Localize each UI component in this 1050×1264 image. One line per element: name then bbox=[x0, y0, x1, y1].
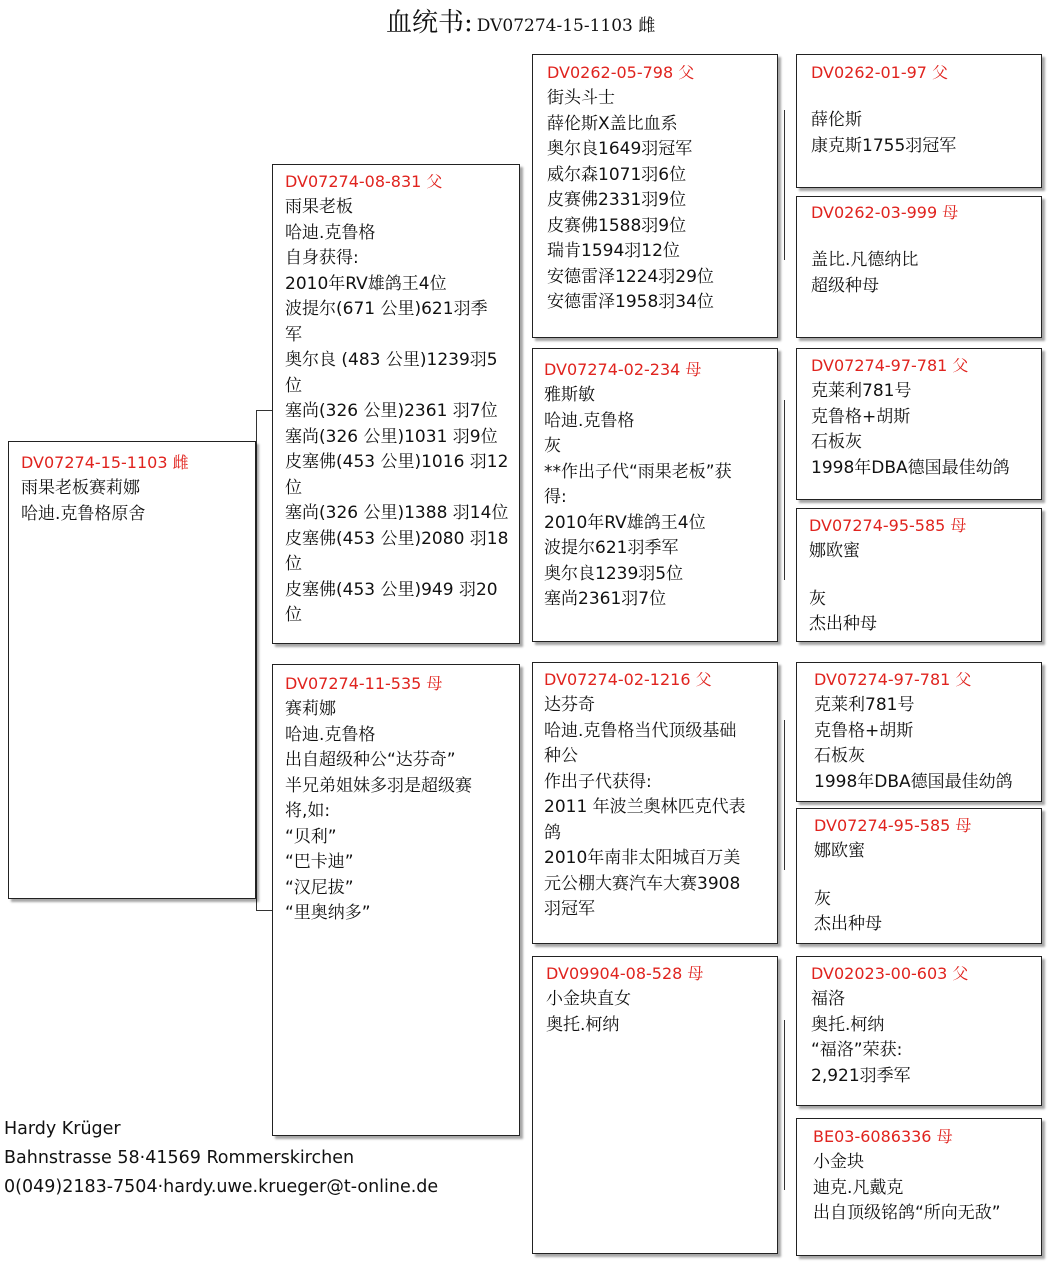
pedigree-line: 小金块 bbox=[813, 1152, 864, 1172]
gen4-card bbox=[796, 348, 1042, 500]
pedigree-line: 元公棚大赛汽车大赛3908 bbox=[544, 873, 741, 894]
pedigree-line: 街头斗士 bbox=[547, 88, 615, 108]
pedigree-line: “巴卡迪” bbox=[285, 852, 354, 872]
ring-number: DV0262-01-97 父 bbox=[811, 63, 949, 82]
pedigree-line: 塞尚(326 公里)1031 羽9位 bbox=[285, 426, 498, 447]
pedigree-line: 羽冠军 bbox=[544, 899, 595, 919]
pedigree-line: 娜欧蜜 bbox=[809, 541, 860, 561]
pedigree-line: 哈迪.克鲁格当代顶级基础 bbox=[544, 720, 737, 741]
pedigree-line: 2011 年波兰奥林匹克代表 bbox=[544, 797, 746, 817]
ring-number: DV07274-02-1216 父 bbox=[544, 670, 712, 689]
breeder-phone-email: 0(049)2183-7504·hardy.uwe.krueger@t-online.de bbox=[4, 1177, 439, 1197]
ring-number: DV07274-95-585 母 bbox=[814, 816, 972, 835]
pedigree-line bbox=[809, 565, 1033, 587]
pedigree-line: 2010年RV雄鸽王4位 bbox=[285, 273, 447, 294]
pedigree-line: 2010年RV雄鸽王4位 bbox=[544, 512, 706, 533]
dam-dam-card bbox=[532, 956, 778, 1254]
connector bbox=[784, 110, 785, 260]
pedigree-line: 小金块直女 bbox=[546, 989, 631, 1009]
pedigree-line: 灰 bbox=[814, 888, 831, 909]
pedigree-line: 达芬奇 bbox=[544, 695, 595, 715]
pedigree-line: “里奥纳多” bbox=[285, 903, 371, 923]
connector bbox=[256, 410, 257, 910]
pedigree-line: 哈迪.克鲁格 bbox=[544, 410, 635, 431]
pedigree-line: 克莱利781号 bbox=[814, 695, 915, 715]
pedigree-line: 皮赛佛1588羽9位 bbox=[547, 215, 687, 236]
pedigree-line: 石板灰 bbox=[814, 746, 865, 766]
pedigree-line: 位 bbox=[285, 375, 302, 396]
pedigree-line: 雨果老板赛莉娜 bbox=[21, 478, 140, 498]
pedigree-line: 位 bbox=[285, 605, 302, 625]
pedigree-line: 威尔森1071羽6位 bbox=[547, 164, 687, 185]
ring-number: DV07274-97-781 父 bbox=[814, 670, 972, 689]
dam-card bbox=[272, 664, 520, 1136]
pedigree-line: 哈迪.克鲁格 bbox=[285, 222, 376, 243]
pedigree-line: 灰 bbox=[809, 588, 826, 609]
pedigree-line: 塞尚(326 公里)1388 羽14位 bbox=[285, 503, 509, 523]
pedigree-line: 薛伦斯 bbox=[811, 110, 862, 130]
pedigree-line: 军 bbox=[285, 324, 302, 345]
pedigree-line: 灰 bbox=[544, 436, 561, 456]
pedigree-line: 雨果老板 bbox=[285, 197, 353, 217]
pedigree-line bbox=[811, 226, 1033, 248]
pedigree-line: 塞尚2361羽7位 bbox=[544, 589, 667, 609]
pedigree-line: 薛伦斯X盖比血系 bbox=[547, 113, 678, 134]
pedigree-line: 杰出种母 bbox=[809, 614, 877, 634]
title-label: 血统书: bbox=[386, 8, 473, 38]
ring-number: DV0262-03-999 母 bbox=[811, 203, 959, 222]
sire-dam-card bbox=[532, 348, 778, 642]
pedigree-line: 1998年DBA德国最佳幼鸽 bbox=[811, 457, 1010, 478]
pedigree-line: 奥托.柯纳 bbox=[811, 1014, 885, 1035]
pedigree-line: 杰出种母 bbox=[814, 914, 882, 934]
pedigree-line: 石板灰 bbox=[811, 432, 862, 452]
connector bbox=[256, 910, 272, 911]
subject-pigeon-card bbox=[8, 441, 256, 899]
pedigree-line: 康克斯1755羽冠军 bbox=[811, 135, 957, 156]
connector bbox=[784, 1020, 785, 1190]
breeder-name: Hardy Krüger bbox=[4, 1119, 121, 1139]
gen4-card bbox=[796, 662, 1042, 802]
ring-number: DV07274-11-535 母 bbox=[285, 674, 443, 693]
ring-number: DV07274-97-781 父 bbox=[811, 356, 969, 375]
pedigree-line: 娜欧蜜 bbox=[814, 841, 865, 861]
pedigree-line bbox=[814, 865, 1033, 887]
pedigree-line: 位 bbox=[285, 554, 302, 574]
ring-number: DV09904-08-528 母 bbox=[546, 964, 704, 983]
pedigree-line: 出自超级种公“达芬奇” bbox=[285, 750, 456, 770]
pedigree-line: 出自顶级铭鸽“所向无敌” bbox=[813, 1203, 1001, 1223]
pedigree-line: 雅斯敏 bbox=[544, 385, 595, 405]
title-ring-number: DV07274-15-1103 雌 bbox=[476, 16, 656, 36]
ring-number: DV0262-05-798 父 bbox=[547, 63, 695, 82]
ring-number: DV07274-02-234 母 bbox=[544, 360, 702, 379]
breeder-contact bbox=[4, 1115, 438, 1202]
ring-number: DV02023-00-603 父 bbox=[811, 964, 969, 983]
gen4-card bbox=[796, 956, 1042, 1106]
breeder-address: Bahnstrasse 58·41569 Rommerskirchen bbox=[4, 1148, 355, 1168]
gen4-card bbox=[796, 1118, 1042, 1256]
pedigree-line: 安德雷泽1224羽29位 bbox=[547, 266, 714, 287]
pedigree-line: 皮塞佛(453 公里)1016 羽12 bbox=[285, 452, 509, 472]
pedigree-line: “汉尼拔” bbox=[285, 877, 354, 898]
pedigree-line: 福洛 bbox=[811, 989, 845, 1009]
pedigree-line: 克莱利781号 bbox=[811, 381, 912, 401]
connector bbox=[784, 400, 785, 580]
pedigree-line: 皮赛佛2331羽9位 bbox=[547, 190, 687, 210]
pedigree-line: 克鲁格+胡斯 bbox=[811, 406, 911, 427]
pedigree-line: 半兄弟姐妹多羽是超级赛 bbox=[285, 775, 472, 796]
pedigree-line: 1998年DBA德国最佳幼鸽 bbox=[814, 771, 1013, 792]
pedigree-line: 赛莉娜 bbox=[285, 699, 336, 719]
sire-card bbox=[272, 164, 520, 644]
pedigree-line: 哈迪.克鲁格 bbox=[285, 724, 376, 745]
pedigree-line: 奥尔良1649羽冠军 bbox=[547, 139, 693, 159]
pedigree-line: 自身获得: bbox=[285, 248, 359, 268]
dam-sire-card bbox=[532, 662, 778, 944]
connector bbox=[256, 410, 272, 411]
pedigree-line: 皮塞佛(453 公里)2080 羽18 bbox=[285, 528, 509, 549]
pedigree-line: 瑞肯1594羽12位 bbox=[547, 241, 680, 261]
pedigree-line: 塞尚(326 公里)2361 羽7位 bbox=[285, 401, 498, 421]
pedigree-line: 作出子代获得: bbox=[544, 771, 652, 792]
ring-number: BE03-6086336 母 bbox=[813, 1127, 953, 1146]
pedigree-line: 奥尔良 (483 公里)1239羽5 bbox=[285, 350, 498, 370]
pedigree-line: 波提尔(671 公里)621羽季 bbox=[285, 299, 488, 319]
pedigree-line: 波提尔621羽季军 bbox=[544, 538, 679, 558]
sire-sire-card bbox=[532, 54, 778, 338]
pedigree-line: 2010年南非太阳城百万美 bbox=[544, 848, 741, 868]
pedigree-line: “贝利” bbox=[285, 826, 337, 847]
pedigree-line: 得: bbox=[544, 487, 567, 507]
gen4-card bbox=[796, 508, 1042, 642]
pedigree-line: 超级种母 bbox=[811, 275, 879, 296]
gen4-card bbox=[796, 54, 1042, 188]
pedigree-line: “福洛”荣获: bbox=[811, 1040, 903, 1060]
ring-number: DV07274-15-1103 雌 bbox=[21, 453, 189, 472]
pedigree-line: **作出子代“雨果老板”获 bbox=[544, 461, 732, 482]
pedigree-line: 位 bbox=[285, 477, 302, 498]
pedigree-line: 皮塞佛(453 公里)949 羽20 bbox=[285, 579, 498, 600]
pedigree-line bbox=[811, 86, 1033, 108]
pedigree-line: 安德雷泽1958羽34位 bbox=[547, 292, 714, 312]
pedigree-line: 奥托.柯纳 bbox=[546, 1014, 620, 1035]
pedigree-line: 将,如: bbox=[285, 801, 331, 821]
pedigree-line: 奥尔良1239羽5位 bbox=[544, 563, 684, 584]
page-title bbox=[386, 2, 655, 36]
pedigree-line: 2,921羽季军 bbox=[811, 1065, 911, 1086]
gen4-card bbox=[796, 808, 1042, 944]
pedigree-line: 鸽 bbox=[544, 822, 561, 843]
pedigree-line: 克鲁格+胡斯 bbox=[814, 720, 914, 741]
pedigree-line: 盖比.凡德纳比 bbox=[811, 250, 919, 270]
pedigree-line: 迪克.凡戴克 bbox=[813, 1177, 904, 1198]
pedigree-line: 种公 bbox=[544, 746, 578, 766]
ring-number: DV07274-08-831 父 bbox=[285, 172, 443, 191]
gen4-card bbox=[796, 196, 1042, 338]
connector bbox=[784, 720, 785, 870]
ring-number: DV07274-95-585 母 bbox=[809, 516, 967, 535]
pedigree-line: 哈迪.克鲁格原舍 bbox=[21, 503, 146, 524]
